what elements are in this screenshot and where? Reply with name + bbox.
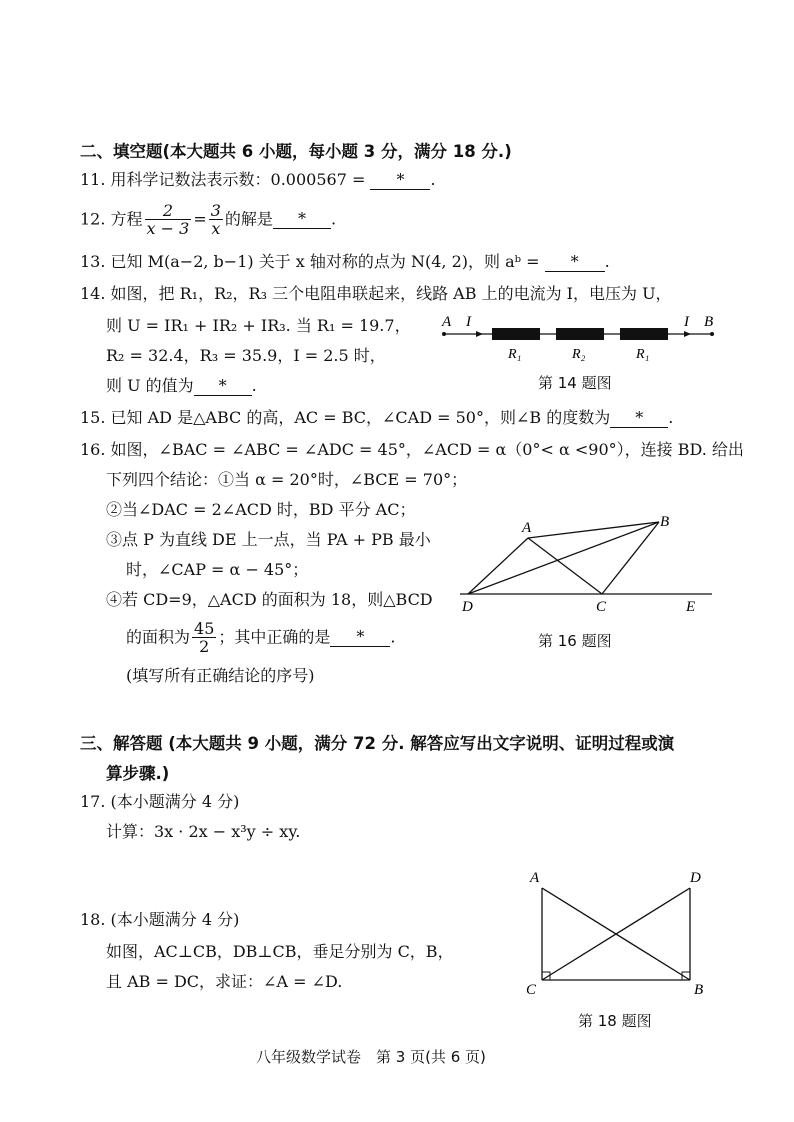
question-18-line-1: 如图，AC⊥CB，DB⊥CB，垂足分别为 C，B，: [106, 942, 454, 961]
question-16-line-1: 16. 如图，∠BAC = ∠ABC = ∠ADC = 45°，∠ACD = α（0°< α <90°），连接 BD. 给出: [80, 440, 744, 459]
rectangle-figure-18: [518, 866, 718, 1002]
label-r3: R₁: [636, 347, 650, 362]
current-arrow-right: [684, 331, 691, 337]
question-12: 12. 方程 $\frac{2}{x - 3}$ = $\frac{3}{x}$ 的解是 * .: [80, 201, 337, 238]
section-solve-heading-cont: 算步骤.): [106, 764, 170, 783]
fraction-2-over-x-3: $\frac{2}{x - 3}$: [146, 201, 190, 238]
label-r1: R₁: [508, 347, 522, 362]
fraction-3-over-x: $\frac{3}{x}$: [210, 201, 221, 238]
label-b: B: [660, 514, 670, 530]
label-a: A: [530, 870, 540, 886]
segment-da: [468, 538, 528, 594]
answer-blank-11: *: [370, 171, 430, 190]
circuit-figure: [436, 308, 726, 370]
fraction-45-over-2: $\frac{45}{2}$: [194, 619, 215, 656]
answer-blank-15: *: [610, 409, 668, 428]
terminal-b: [710, 332, 714, 336]
figure-18-caption: 第 18 题图: [578, 1012, 652, 1030]
segment-ac: [528, 538, 602, 594]
resistor-3: [620, 328, 668, 340]
page-footer: 八年级数学试卷 第 3 页(共 6 页): [256, 1048, 486, 1066]
label-b: B: [694, 982, 704, 998]
answer-blank-16: *: [330, 628, 390, 647]
resistor-2: [556, 328, 604, 340]
question-14-line-2: 则 U = IR₁ + IR₂ + IR₃. 当 R₁ = 19.7，: [106, 316, 411, 335]
current-arrow-left: [476, 331, 483, 337]
question-16-line-7: 的面积为 $\frac{45}{2}$ ；其中正确的是 * .: [126, 619, 396, 656]
question-18-title: 18. (本小题满分 4 分): [80, 910, 240, 929]
question-16-line-6: ④若 CD=9，△ACD 的面积为 18，则△BCD: [106, 590, 433, 609]
answer-blank-14: *: [194, 377, 252, 396]
question-16-note: (填写所有正确结论的序号): [126, 666, 315, 685]
label-e: E: [686, 599, 696, 615]
question-11: 11. 用科学记数法表示数：0.000567 = * .: [80, 170, 436, 189]
answer-blank-13: *: [545, 253, 605, 272]
question-16-line-2: 下列四个结论：①当 α = 20°时，∠BCE = 70°；: [106, 470, 468, 489]
label-a: A: [442, 314, 452, 330]
label-a: A: [522, 520, 532, 536]
section-fill-in-heading: 二、填空题(本大题共 6 小题，每小题 3 分，满分 18 分.): [80, 142, 512, 161]
question-14-line-4: 则 U 的值为 * .: [106, 376, 257, 395]
question-14-line-1: 14. 如图，把 R₁，R₂，R₃ 三个电阻串联起来，线路 AB 上的电流为 I，电压为 U，: [80, 284, 672, 303]
triangle-figure-16: [456, 508, 726, 618]
figure-14-caption: 第 14 题图: [538, 374, 612, 392]
question-16-line-5: 时，∠CAP = α − 45°；: [126, 560, 309, 579]
answer-blank-12: *: [273, 210, 331, 229]
section-solve-heading: 三、解答题 (本大题共 9 小题，满分 72 分. 解答应写出文字说明、证明过程或演: [80, 734, 675, 753]
label-current-left: I: [466, 314, 471, 330]
label-d: D: [462, 599, 473, 615]
question-16-line-4: ③点 P 为直线 DE 上一点，当 PA + PB 最小: [106, 530, 431, 549]
question-17-title: 17. (本小题满分 4 分): [80, 792, 240, 811]
label-c: C: [526, 982, 537, 998]
question-17-body: 计算：3x · 2x − x³y ÷ xy.: [106, 822, 301, 841]
terminal-a: [442, 332, 446, 336]
question-16-line-3: ②当∠DAC = 2∠ACD 时，BD 平分 AC；: [106, 500, 416, 519]
question-15: 15. 已知 AD 是△ABC 的高，AC = BC，∠CAD = 50°，则∠B 的度数为 * .: [80, 408, 674, 427]
label-r2: R₂: [572, 347, 586, 362]
resistor-1: [492, 328, 540, 340]
label-d: D: [690, 870, 701, 886]
label-b: B: [704, 314, 714, 330]
figure-16-caption: 第 16 题图: [538, 632, 612, 650]
label-current-right: I: [684, 314, 689, 330]
question-14-line-3: R₂ = 32.4，R₃ = 35.9，I = 2.5 时，: [106, 346, 386, 365]
label-c: C: [596, 599, 607, 615]
question-18-line-2: 且 AB = DC，求证：∠A = ∠D.: [106, 972, 343, 991]
question-13: 13. 已知 M(a−2, b−1) 关于 x 轴对称的点为 N(4, 2)，则 aᵇ = * .: [80, 252, 610, 271]
